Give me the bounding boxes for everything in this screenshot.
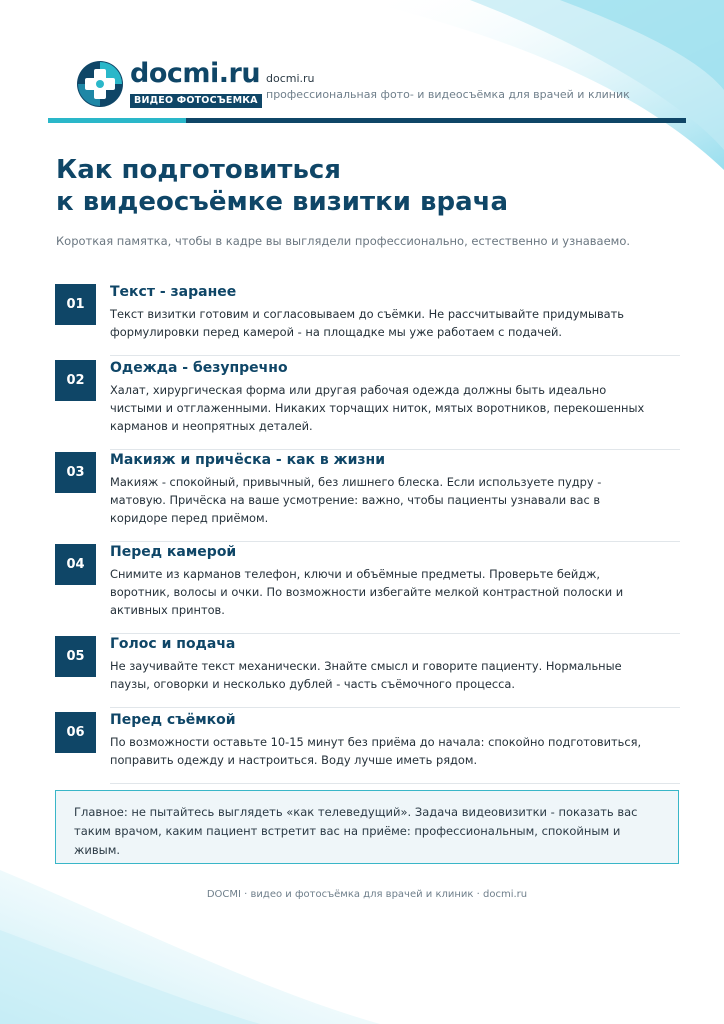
item-number-badge: 03 — [55, 452, 96, 493]
item-number-badge: 02 — [55, 360, 96, 401]
item-text-line: формулировки перед камерой - на площадке мы уже работаем с подачей. — [110, 325, 563, 339]
page-subtitle: Короткая памятка, чтобы в кадре вы выглядели профессионально, естественно и узнаваемо. — [56, 234, 631, 248]
item-text — [110, 733, 680, 769]
item-text — [110, 657, 680, 693]
page-title — [56, 154, 676, 218]
checklist-item — [55, 634, 680, 708]
item-text-line: активных принтов. — [110, 603, 225, 617]
brand-tagline: ВИДЕО ФОТОСЪЕМКА — [130, 94, 262, 108]
checklist-item — [55, 282, 680, 356]
brand — [130, 60, 262, 108]
medical-cross-camera-icon — [76, 60, 124, 108]
item-text-line: карманов и неопрятных деталей. — [110, 419, 313, 433]
item-text — [110, 565, 680, 619]
item-text-line: коридоре перед приёмом. — [110, 511, 269, 525]
item-title: Одежда - безупречно — [110, 360, 288, 376]
checklist-item — [55, 710, 680, 784]
item-title: Перед съёмкой — [110, 712, 236, 728]
item-text — [110, 473, 680, 527]
page-title-line-1: Как подготовиться — [56, 155, 341, 185]
key-note-line: Главное: не пытайтесь выглядеть «как телеведущий». Задача видеовизитки - показать вас — [74, 805, 638, 819]
site-description: профессиональная фото- и видеосъёмка для врачей и клиник — [266, 88, 630, 101]
item-title: Текст - заранее — [110, 284, 237, 300]
item-text-line: Халат, хирургическая форма или другая рабочая одежда должны быть идеально — [110, 383, 607, 397]
item-text-line: Не заучивайте текст механически. Знайте смысл и говорите пациенту. Нормальные — [110, 659, 622, 673]
item-text-line: чистыми и отглаженными. Никаких торчащих ниток, мятых воротников, перекошенных — [110, 401, 645, 415]
item-text-line: воротник, волосы и очки. По возможности избегайте мелкой контрастной полоски и — [110, 585, 624, 599]
key-note-box — [55, 790, 679, 864]
item-number-badge: 05 — [55, 636, 96, 677]
item-text — [110, 381, 680, 435]
item-number-badge: 04 — [55, 544, 96, 585]
item-number-badge: 06 — [55, 712, 96, 753]
item-title: Голос и подача — [110, 636, 236, 652]
item-text-line: поправить одежду и настроиться. Воду лучше иметь рядом. — [110, 753, 478, 767]
key-note-line: таким врачом, каким пациент встретит вас на приёме: профессиональным, спокойным и — [74, 824, 621, 838]
item-text-line: По возможности оставьте 10-15 минут без приёма до начала: спокойно подготовиться, — [110, 735, 642, 749]
item-text-line: паузы, оговорки и несколько дублей - часть съёмочного процесса. — [110, 677, 516, 691]
checklist-item — [55, 542, 680, 634]
checklist-item — [55, 358, 680, 450]
item-text-line: матовую. Причёска на ваше усмотрение: важно, чтобы пациенты узнавали вас в — [110, 493, 601, 507]
footer: DOCMI · видео и фотосъёмка для врачей и клиник · docmi.ru — [206, 889, 528, 900]
item-text-line: Макияж - спокойный, привычный, без лишнего блеска. Если используете пудру - — [110, 475, 602, 489]
brand-name: docmi.ru — [130, 58, 261, 89]
site-link[interactable]: docmi.ru — [266, 72, 315, 85]
item-number-badge: 01 — [55, 284, 96, 325]
checklist — [55, 282, 680, 784]
page-title-line-2: к видеосъёмке визитки врача — [56, 187, 509, 217]
item-text-line: Снимите из карманов телефон, ключи и объёмные предметы. Проверьте бейдж, — [110, 567, 601, 581]
item-text — [110, 305, 680, 341]
key-note-line: живым. — [74, 843, 121, 857]
item-text-line: Текст визитки готовим и согласовываем до съёмки. Не рассчитывайте придумывать — [110, 307, 624, 321]
item-title: Макияж и причёска - как в жизни — [110, 452, 386, 468]
header-divider — [48, 118, 686, 123]
item-title: Перед камерой — [110, 544, 237, 560]
checklist-item — [55, 450, 680, 542]
